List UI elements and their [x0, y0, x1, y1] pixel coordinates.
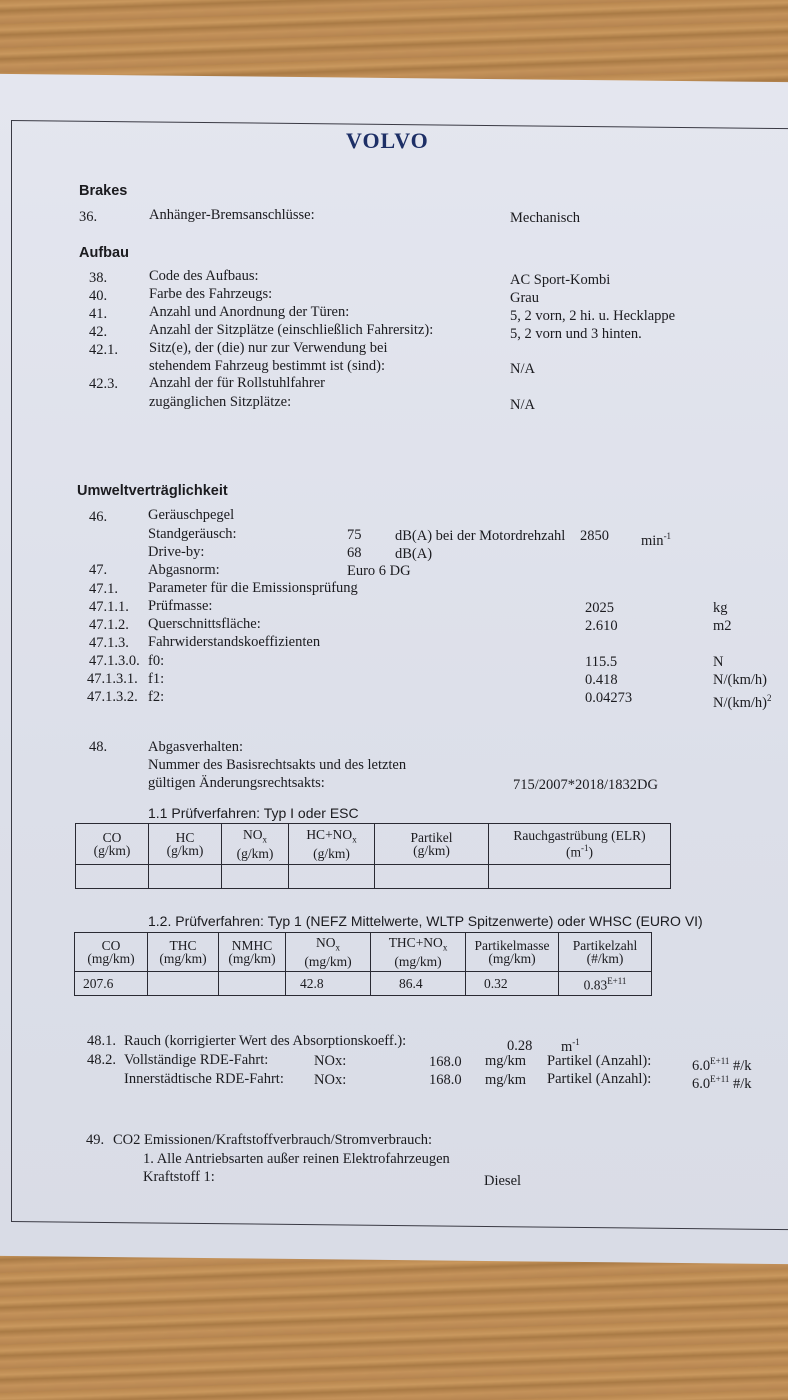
table-cell: 207.6 [75, 972, 148, 996]
item-number: 49. [86, 1132, 105, 1148]
item-number: 47. [89, 562, 108, 578]
item-label: Kraftstoff 1: [143, 1169, 215, 1185]
item-number: 42.1. [89, 342, 118, 358]
table-header: $THC+NO_x$ (mg/km) [371, 933, 466, 972]
item-unit: m2 [713, 618, 732, 634]
table-cell: $0.83^{E+11}$ [559, 972, 652, 996]
item-value: 2025 [585, 600, 614, 616]
table-header: NMHC (mg/km) [219, 933, 286, 972]
item-value: 0.04273 [585, 690, 633, 706]
item-label: Anhänger-Bremsanschlüsse: [149, 207, 315, 223]
item-number: 48.1. [87, 1033, 116, 1049]
table-cell [149, 865, 222, 889]
item-label: Standgeräusch: [148, 526, 237, 542]
item-unit: $m^{-1}$ [561, 1037, 580, 1055]
item-value: 68 [347, 545, 362, 561]
item-unit: mg/km [485, 1053, 527, 1069]
item-value: AC Sport-Kombi [510, 272, 611, 288]
item-value: 2.610 [585, 618, 618, 634]
item-label: Innerstädtische RDE-Fahrt: [124, 1071, 284, 1087]
table-cell: 86.4 [371, 972, 466, 996]
item-label-cont: zugänglichen Sitzplätze: [149, 394, 292, 410]
item-value: 0.418 [585, 672, 618, 688]
table-header: Partikelmasse (mg/km) [466, 933, 559, 972]
section-title-aufbau: Aufbau [79, 245, 129, 261]
item-unit: N/(km/h) [713, 672, 767, 688]
table-header: $HC+NO_x$ (g/km) [289, 824, 375, 865]
table-cell: 42.8 [286, 972, 371, 996]
item-unit: kg [713, 600, 728, 616]
item-number: 42.3. [89, 376, 118, 392]
item-label: Anzahl der Sitzplätze (einschließlich Fahrersitz): [149, 322, 434, 338]
item-rpm-unit: $\min^{-1}$ [641, 531, 672, 549]
item-number: 36. [79, 209, 98, 225]
table-cell: 0.32 [466, 972, 559, 996]
table-cell [76, 865, 149, 889]
item-label: Partikel (Anzahl): [547, 1071, 652, 1087]
item-value: N/A [510, 397, 535, 413]
item-label: Sitz(e), der (die) nur zur Verwendung bei [149, 340, 388, 356]
table-row [75, 972, 652, 996]
item-value: 0.28 [507, 1038, 533, 1054]
item-number: 41. [89, 306, 108, 322]
table-caption: 1.2. Prüfverfahren: Typ 1 (NEFZ Mittelwerte, WLTP Spitzenwerte) oder WHSC (EURO VI) [148, 913, 703, 929]
item-value: $6.0^{E+11}$ #/k [692, 1074, 752, 1092]
item-value: 5, 2 vorn und 3 hinten. [510, 326, 642, 342]
table-cell [289, 865, 375, 889]
item-label-cont: stehendem Fahrzeug bestimmt ist (sind): [149, 358, 385, 374]
table-cell [222, 865, 289, 889]
item-label: NOx: [314, 1053, 347, 1069]
table-header: $NO_x$ (g/km) [222, 824, 289, 865]
item-value: Diesel [484, 1173, 522, 1189]
item-value: Euro 6 DG [347, 563, 411, 579]
table-row [76, 865, 671, 889]
item-label: f1: [148, 671, 165, 687]
section-title-umwelt: Umweltverträglichkeit [77, 483, 228, 499]
emission-table-1 [75, 823, 671, 889]
item-label: CO2 Emissionen/Kraftstoffverbrauch/Stromverbrauch: [113, 1132, 433, 1148]
item-label: Code des Aufbaus: [149, 268, 259, 284]
table-header: HC (g/km) [149, 824, 222, 865]
item-number: 47.1.3.2. [87, 689, 138, 705]
table-header: CO (mg/km) [75, 933, 148, 972]
item-label: Anzahl der für Rollstuhlfahrer [149, 375, 325, 391]
item-unit: N [713, 654, 724, 670]
item-label: Prüfmasse: [148, 598, 213, 614]
item-label: Fahrwiderstandskoeffizienten [148, 634, 321, 650]
table-cell [219, 972, 286, 996]
item-value: 715/2007*2018/1832DG [513, 777, 658, 793]
item-label: f0: [148, 653, 165, 669]
item-value: N/A [510, 361, 535, 377]
item-label-cont: gültigen Änderungsrechtsakts: [148, 775, 325, 791]
table-cell [375, 865, 489, 889]
item-number: 42. [89, 324, 108, 340]
item-value: 5, 2 vorn, 2 hi. u. Hecklappe [510, 308, 676, 324]
item-number: 47.1.3. [89, 635, 129, 651]
item-number: 48.2. [87, 1052, 116, 1068]
item-value: 168.0 [429, 1054, 462, 1070]
item-label: f2: [148, 689, 165, 705]
table-header: Partikel (g/km) [375, 824, 489, 865]
item-number: 46. [89, 509, 108, 525]
item-value: Grau [510, 290, 539, 306]
item-label: Querschnittsfläche: [148, 616, 261, 632]
table-caption: 1.1 Prüfverfahren: Typ I oder ESC [148, 805, 359, 821]
item-value: 115.5 [585, 654, 618, 670]
table-header: CO (g/km) [76, 824, 149, 865]
item-unit: dB(A) [395, 546, 433, 562]
item-label: Parameter für die Emissionsprüfung [148, 580, 358, 596]
item-value: $6.0^{E+11}$ #/k [692, 1056, 752, 1074]
item-label: NOx: [314, 1072, 347, 1088]
item-label-cont: Nummer des Basisrechtsakts und des letzten [148, 757, 407, 773]
item-unit: mg/km [485, 1072, 527, 1088]
item-number: 47.1. [89, 581, 118, 597]
item-label: Farbe des Fahrzeugs: [149, 286, 273, 302]
item-number: 40. [89, 288, 108, 304]
table-cell [148, 972, 219, 996]
section-title-brakes: Brakes [79, 183, 128, 199]
item-label: Geräuschpegel [148, 507, 235, 523]
item-number: 38. [89, 270, 108, 286]
table-cell [489, 865, 671, 889]
item-value: 168.0 [429, 1072, 462, 1088]
item-label: 1. Alle Antriebsarten außer reinen Elektrofahrzeugen [143, 1151, 450, 1167]
item-unit: dB(A) bei der Motordrehzahl [395, 528, 566, 544]
volvo-logo: VOLVO [346, 128, 429, 153]
item-value: Mechanisch [510, 210, 581, 226]
table-header-row [76, 824, 671, 865]
item-label: Abgasnorm: [148, 562, 220, 578]
table-header: $NO_x$ (mg/km) [286, 933, 371, 972]
table-header: Rauchgastrübung (ELR) $(m^{-1})$ [489, 824, 671, 865]
item-label: Partikel (Anzahl): [547, 1053, 652, 1069]
table-header: Partikelzahl (#/km) [559, 933, 652, 972]
item-label: Rauch (korrigierter Wert des Absorptionskoeff.): [124, 1033, 407, 1049]
table-header: THC (mg/km) [148, 933, 219, 972]
item-number: 47.1.1. [89, 599, 129, 615]
item-unit: $N/(km/h)^2$ [713, 693, 772, 711]
emission-table-2 [74, 932, 652, 996]
item-value: 75 [347, 527, 362, 543]
item-number: 48. [89, 739, 108, 755]
table-header-row [75, 933, 652, 972]
item-label: Abgasverhalten: [148, 739, 244, 755]
item-number: 47.1.2. [89, 617, 129, 633]
item-label: Drive-by: [148, 544, 205, 560]
item-label: Anzahl und Anordnung der Türen: [149, 304, 350, 320]
item-rpm: 2850 [580, 528, 609, 544]
item-number: 47.1.3.1. [87, 671, 138, 687]
item-number: 47.1.3.0. [89, 653, 140, 669]
item-label: Vollständige RDE-Fahrt: [124, 1052, 269, 1068]
